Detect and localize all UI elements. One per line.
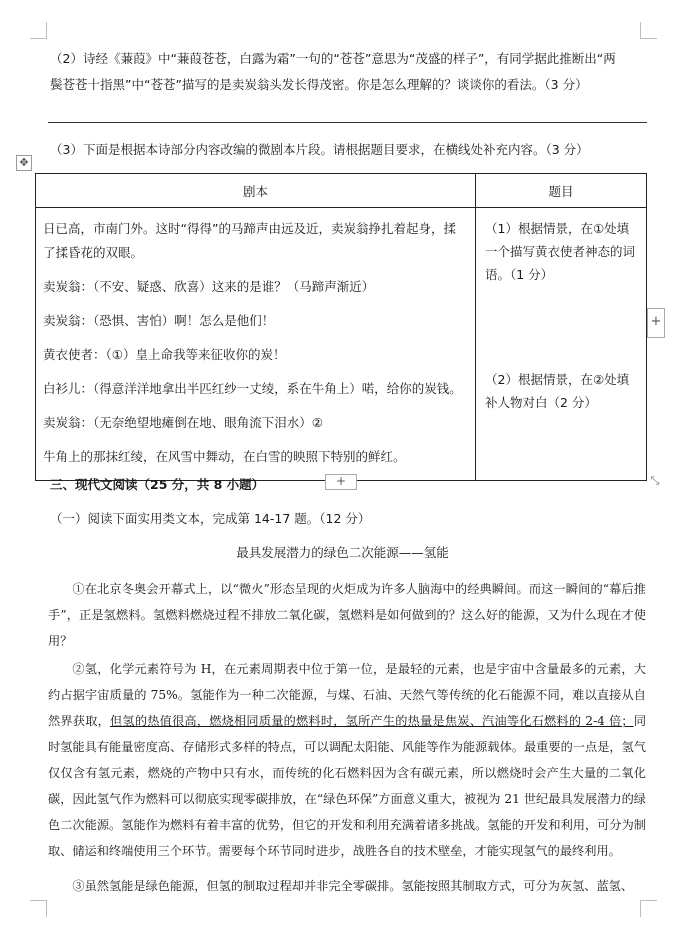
script-cell[interactable] — [36, 208, 476, 481]
question-2-line-2: 鬓苍苍十指黑”中“苍苍”描写的是卖炭翁头发长得茂密。你是怎么理解的？谈谈你的看法。（3 分） — [50, 77, 588, 92]
page-corner-mark — [640, 22, 657, 39]
question-cell[interactable] — [476, 208, 647, 481]
sub-question-1: （1）根据情景，在①处填一个描写黄衣使者神态的词语。（1 分） — [485, 221, 636, 282]
table-move-handle-icon[interactable]: ✥ — [16, 155, 32, 171]
article-title: 最具发展潜力的绿色二次能源——氢能 — [236, 545, 449, 560]
script-line: 日已高，市南门外。这时“得得”的马蹄声由远及近，卖炭翁挣扎着起身，揉了揉昏花的双眼。 — [43, 221, 456, 260]
page-corner-mark — [640, 900, 657, 917]
page-corner-mark — [30, 22, 47, 39]
article-paragraph-2 — [48, 656, 646, 864]
script-line: 卖炭翁：（恐惧、害怕）啊！怎么是他们！ — [43, 313, 275, 328]
script-line: 黄衣使者：（①）皇上命我等来征收你的炭！ — [43, 347, 286, 362]
question-2-line-1: （2）诗经《蒹葭》中“蒹葭苍苍，白露为霜”一句的“苍苍”意思为“茂盛的样子”，有同学据此推断出“两 — [50, 51, 616, 66]
question-2 — [50, 46, 643, 98]
script-line: 卖炭翁：（无奈绝望地瘫倒在地、眼角流下泪水）② — [43, 415, 323, 430]
script-line: 卖炭翁：（不安、疑惑、欣喜）这来的是谁？（马蹄声渐近） — [43, 279, 375, 294]
script-table — [35, 173, 647, 481]
page-corner-mark — [30, 900, 47, 917]
paragraph-text: ①在北京冬奥会开幕式上，以“微火”形态呈现的火炬成为许多人脑海中的经典瞬间。而这一瞬间的“幕后推手”，正是氢燃料。氢燃料燃烧过程不排放二氧化碳，氢燃料是如何做到的？这么好的能源，又为什么现在才使用？ — [48, 582, 646, 648]
article-paragraph-1 — [48, 576, 646, 654]
question-3: （3）下面是根据本诗部分内容改编的微剧本片段。请根据题目要求，在横线处补充内容。（3 分） — [50, 142, 589, 157]
paragraph-text: ③虽然氢能是绿色能源，但氢的制取过程却并非完全零碳排。氢能按照其制取方式，可分为灰氢、蓝氢、 — [72, 879, 634, 893]
add-row-button[interactable]: + — [325, 474, 357, 490]
table-resize-icon[interactable]: ⤡ — [650, 474, 660, 487]
table-header-question: 题目 — [476, 174, 647, 208]
script-line: 牛角上的那抹红绫，在风雪中舞动，在白雪的映照下特别的鲜红。 — [43, 449, 406, 464]
answer-line — [48, 122, 647, 123]
paragraph-text-b: 同时氢能具有能量密度高、存储形式多样的特点，可以调配太阳能、风能等作为能源载体。最重要的一点是，氢气仅仅含有氢元素，燃烧的产物中只有水，而传统的化石燃料因为含有碳元素，所以燃烧时会产生大量的二氧化碳，因此氢气作为燃料可以彻底实现零碳排放，在“绿色环保”方面意义重大，被视为 21 世纪最具发展潜力的绿色二次能源。氢能作为燃料有着丰富的优势，但它的开发和利用充满着诸多挑战。氢能的开发和利用，可分为制取、储运和终端使用三个环节。需要每个环节同时进步，战胜各自的技术壁垒，才能实现氢气的最终利用。 — [48, 714, 647, 858]
add-column-button[interactable]: + — [647, 308, 665, 338]
sub-question-2: （2）根据情景，在②处填补人物对白（2 分） — [485, 372, 630, 410]
section-heading: 三、现代文阅读（25 分，共 8 小题） — [50, 477, 265, 492]
paragraph-text-a: ②氢，化学元素符号为 H，在元素周期表中位于第一位，是最轻的元素，也是宇宙中含量最多的元素，大约占据宇宙质量的 75%。氢能作为一种二次能源，与煤、石油、天然气等传统的化石能源不同，难以直接从自然界获取， — [48, 662, 646, 728]
paragraph-text — [48, 656, 646, 864]
subsection-heading: （一）阅读下面实用类文本，完成第 14-17 题。（12 分） — [50, 511, 371, 526]
article-paragraph-3 — [48, 873, 646, 899]
underlined-sentence: 但氢的热值很高，燃烧相同质量的燃料时，氢所产生的热量是焦炭、汽油等化石燃料的 2-4 倍； — [110, 714, 634, 728]
table-header-script: 剧本 — [36, 174, 476, 208]
script-line: 白衫儿：（得意洋洋地拿出半匹红纱一丈绫，系在牛角上）喏，给你的炭钱。 — [43, 381, 462, 396]
